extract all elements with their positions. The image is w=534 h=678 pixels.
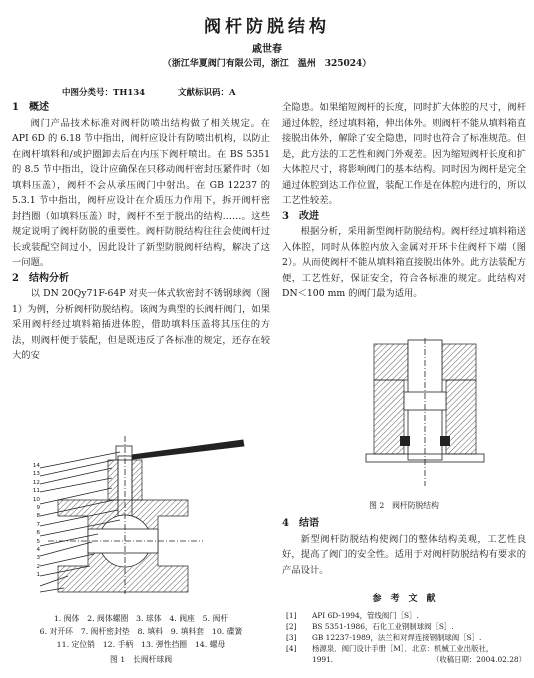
para-overview: 阀门产品技术标准对阀杆防喷出结构做了相关规定。在 API 6D 的 6.18 节中指出，阀杆应设计有防喷出机构，以防止在阀杆填料和/或护圈卸去后在内压下阀杆喷出。在 BS 5351 的 8.5 节中指出，设计应确保在只移动阀杆密封压紧件时（如填料压盖），阀杆不会从承压阀门中射出。在 GB 12237 的 5.3.1 节中指出，阀杆应设计在介质压力作用下，拆开阀杆密封挡圈（如填料压盖）时，阀杆不至于脱出的结构……。这些规定说明了阀杆防脱的重要性。阀杆防脱结构往往会使阀杆过长或装配空间过小，因此设计了新型防脱阀杆结构，解决了这一问题。 (12, 117, 270, 268)
figure-1-legend (12, 612, 270, 666)
references-title: 参 考 文 献 (372, 594, 436, 604)
part-number: 8 (36, 513, 40, 520)
ref-text: GB 12237-1989，法兰和对焊连接钢制球阀［S］. (312, 633, 482, 642)
part-number: 13 (32, 471, 40, 478)
heading-overview: 1 概述 (12, 102, 49, 113)
legend-line: 11. 定位销 12. 手柄 13. 弹性挡圈 14. 螺母 (56, 640, 226, 649)
reference-item (286, 632, 526, 643)
figure-2-caption: 图 2 阀杆防脱结构 (369, 501, 439, 510)
figure-2-drawing (360, 338, 490, 488)
part-number: 10 (32, 496, 40, 503)
ref-number: [4] (286, 644, 297, 653)
part-number: 12 (32, 479, 40, 486)
paper-title: 阀杆防脱结构 (204, 17, 330, 37)
part-number: 3 (36, 555, 40, 562)
figure-1-part-numbers (28, 462, 40, 580)
ref-text: BS 5351-1986，石化工业钢制球阀［S］. (312, 622, 454, 631)
legend-line: 1. 阀体 2. 阀体螺圈 3. 球体 4. 阀座 5. 阀杆 (53, 614, 229, 623)
clc-number: 中图分类号：TH134 (62, 88, 146, 98)
figure-1-drawing (28, 416, 268, 596)
author: 戚世春 (252, 44, 282, 55)
ref-text: API 6D-1994，管线阀门［S］. (312, 611, 419, 620)
affiliation: （浙江华夏阀门有限公司，浙江 温州 325024） (162, 59, 372, 69)
ref-number: [2] (286, 622, 297, 631)
legend-line: 6. 对开环 7. 阀杆密封垫 8. 填料 9. 填料套 10. 碟簧 (39, 627, 243, 636)
reference-item (286, 621, 526, 632)
part-number: 14 (32, 463, 40, 469)
part-number: 6 (36, 530, 40, 537)
ref-text: 1991. (312, 655, 334, 664)
reference-item (286, 654, 526, 665)
para-improvement: 根据分析，采用新型阀杆防脱结构。阀杆经过填料箱送入体腔，同时从体腔内放入金属对开环卡住阀杆下端（图 2）。从而使阀杆不能从填料箱直接脱出体外。此方法装配方便，工艺性好，保证安全，符合各标准的规定。此结构对 DN＜100 mm 的阀门最为适用。 (282, 226, 526, 299)
heading-structure: 2 结构分析 (12, 272, 69, 284)
ref-number: [3] (286, 633, 297, 642)
ref-text: 杨源泉．阀门设计手册［M］．北京：机械工业出版社， (312, 644, 494, 653)
figure-1-caption: 图 1 长阀杆球阀 (109, 655, 173, 664)
ref-number (286, 654, 312, 665)
part-number: 7 (36, 521, 40, 528)
reference-item (286, 643, 526, 654)
references-list (286, 610, 526, 665)
reference-item (286, 610, 526, 621)
ref-number: [1] (286, 611, 297, 620)
para-conclusion: 新型阀杆防脱结构使阀门的整体结构美观，工艺性良好，提高了阀门的安全性。适用于对阀杆防脱结构有要求的产品设计。 (282, 533, 526, 576)
left-column (12, 100, 270, 364)
para-structure: 以 DN 20Qy71F-64P 对夹一体式软密封不锈钢球阀（图 1）为例，分析阀杆防脱结构。该阀为典型的长阀杆阀门，如果采用阀杆经过填料箱插进体腔，借助填料压盖将其压住的方法，则阀杆便于装配，但是既违反了各标准的规定，还存在较大的安 (12, 288, 270, 361)
right-column (282, 100, 526, 302)
part-number: 5 (36, 538, 40, 545)
heading-improvement: 3 改进 (282, 210, 319, 222)
part-number: 11 (32, 488, 40, 495)
conclusion-section (282, 516, 526, 578)
para-continued: 全隐患。如果缩短阀杆的长度，同时扩大体腔的尺寸，阀杆通过体腔，经过填料箱，伸出体外。则阀杆不能从填料箱直接脱出体外，解除了安全隐患，同时也符合了标准规范。但是，此方法的工艺性和阀门外观差。因为缩短阀杆长度和扩大体腔尺寸，将影响阀门的基本结构。同时因为阀杆是完全通过体腔到达工作位置，装配工作是在体腔内进行的，所以工艺性较差。 (282, 102, 526, 206)
heading-conclusion: 4 结语 (282, 518, 319, 529)
part-number: 4 (36, 547, 40, 554)
part-number: 1 (36, 572, 40, 579)
received-date: （收稿日期：2004.02.28） (431, 655, 526, 664)
doc-code: 文献标识码：A (178, 88, 236, 98)
part-number: 9 (36, 505, 40, 512)
part-number: 2 (36, 563, 40, 570)
